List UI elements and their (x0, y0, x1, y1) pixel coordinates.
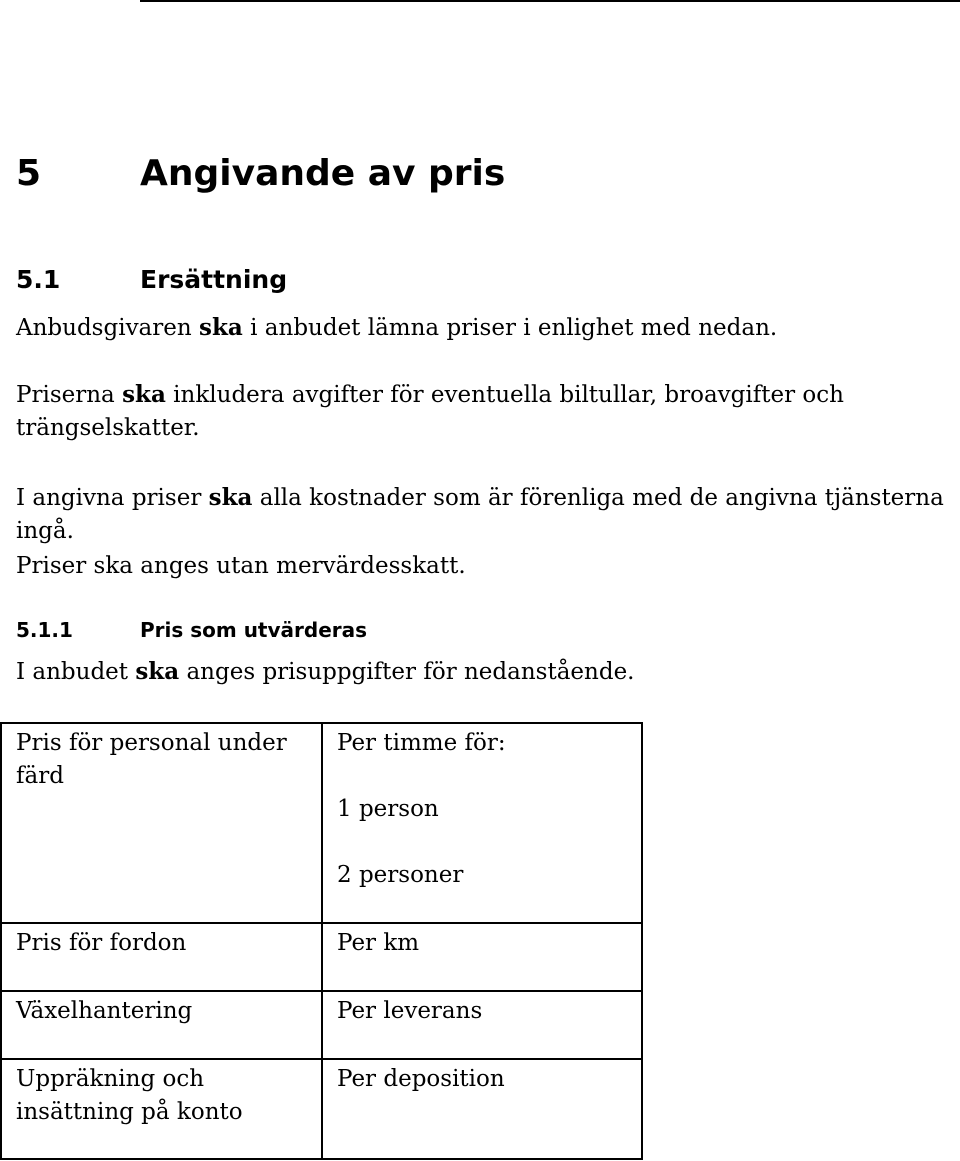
table-row (1, 723, 642, 923)
paragraph-1-text: Anbudsgivaren (16, 315, 200, 341)
paragraph-1-bold: ska (199, 314, 243, 341)
paragraph-5-bold: ska (135, 658, 180, 685)
paragraph-5 (16, 655, 956, 689)
table-cell-label (1, 991, 322, 1059)
paragraph-5-text-end: anges prisuppgifter för nedanstående. (179, 659, 635, 685)
paragraph-1-text-end: i anbudet lämna priser i enlighet med nedan. (242, 315, 778, 341)
paragraph-3-text-end: alla kostnader som är förenliga med de angivna tjänsterna ingå. (16, 485, 944, 544)
paragraph-4: Priser ska anges utan mervärdesskatt. (16, 553, 466, 579)
row-unit: Per deposition (337, 1066, 505, 1092)
row-unit: Per km (337, 930, 420, 956)
row-label: Uppräkning och insättning på konto (16, 1066, 243, 1125)
table-cell-unit (322, 1059, 642, 1159)
row-unit: Per timme för: (337, 730, 506, 756)
paragraph-3-bold: ska (208, 484, 253, 511)
paragraph-3-text: I angivna priser (16, 485, 209, 511)
paragraph-3 (16, 481, 956, 548)
subsubsection-number: 5.1.1 (16, 618, 73, 642)
table-cell-label (1, 923, 322, 991)
table-cell-label (1, 1059, 322, 1159)
table-row (1, 991, 642, 1059)
table-cell-unit (322, 723, 642, 923)
paragraph-5-text: I anbudet (16, 659, 136, 685)
subsection-title: Ersättning (140, 265, 288, 294)
paragraph-2-bold: ska (122, 381, 166, 408)
table-cell-unit (322, 923, 642, 991)
paragraph-1 (16, 311, 956, 345)
table-row (1, 1059, 642, 1159)
subsection-number: 5.1 (16, 265, 61, 294)
paragraph-2-text-end: inkludera avgifter för eventuella biltullar, broavgifter och trängselskatter. (16, 382, 844, 441)
section-number: 5 (16, 153, 42, 194)
price-table (0, 722, 643, 1160)
top-rule (140, 0, 960, 2)
paragraph-2-text: Priserna (16, 382, 123, 408)
section-title: Angivande av pris (140, 153, 506, 194)
table-cell-unit (322, 991, 642, 1059)
sub-item: 1 person (337, 796, 439, 822)
row-label: Pris för personal under färd (16, 730, 287, 789)
table-cell-label (1, 723, 322, 923)
paragraph-2 (16, 378, 956, 445)
row-label: Växelhantering (16, 998, 193, 1024)
table-row (1, 923, 642, 991)
sub-item: 2 personer (337, 862, 464, 888)
row-unit: Per leverans (337, 998, 483, 1024)
row-label: Pris för fordon (16, 930, 187, 956)
subsubsection-title: Pris som utvärderas (140, 618, 368, 642)
